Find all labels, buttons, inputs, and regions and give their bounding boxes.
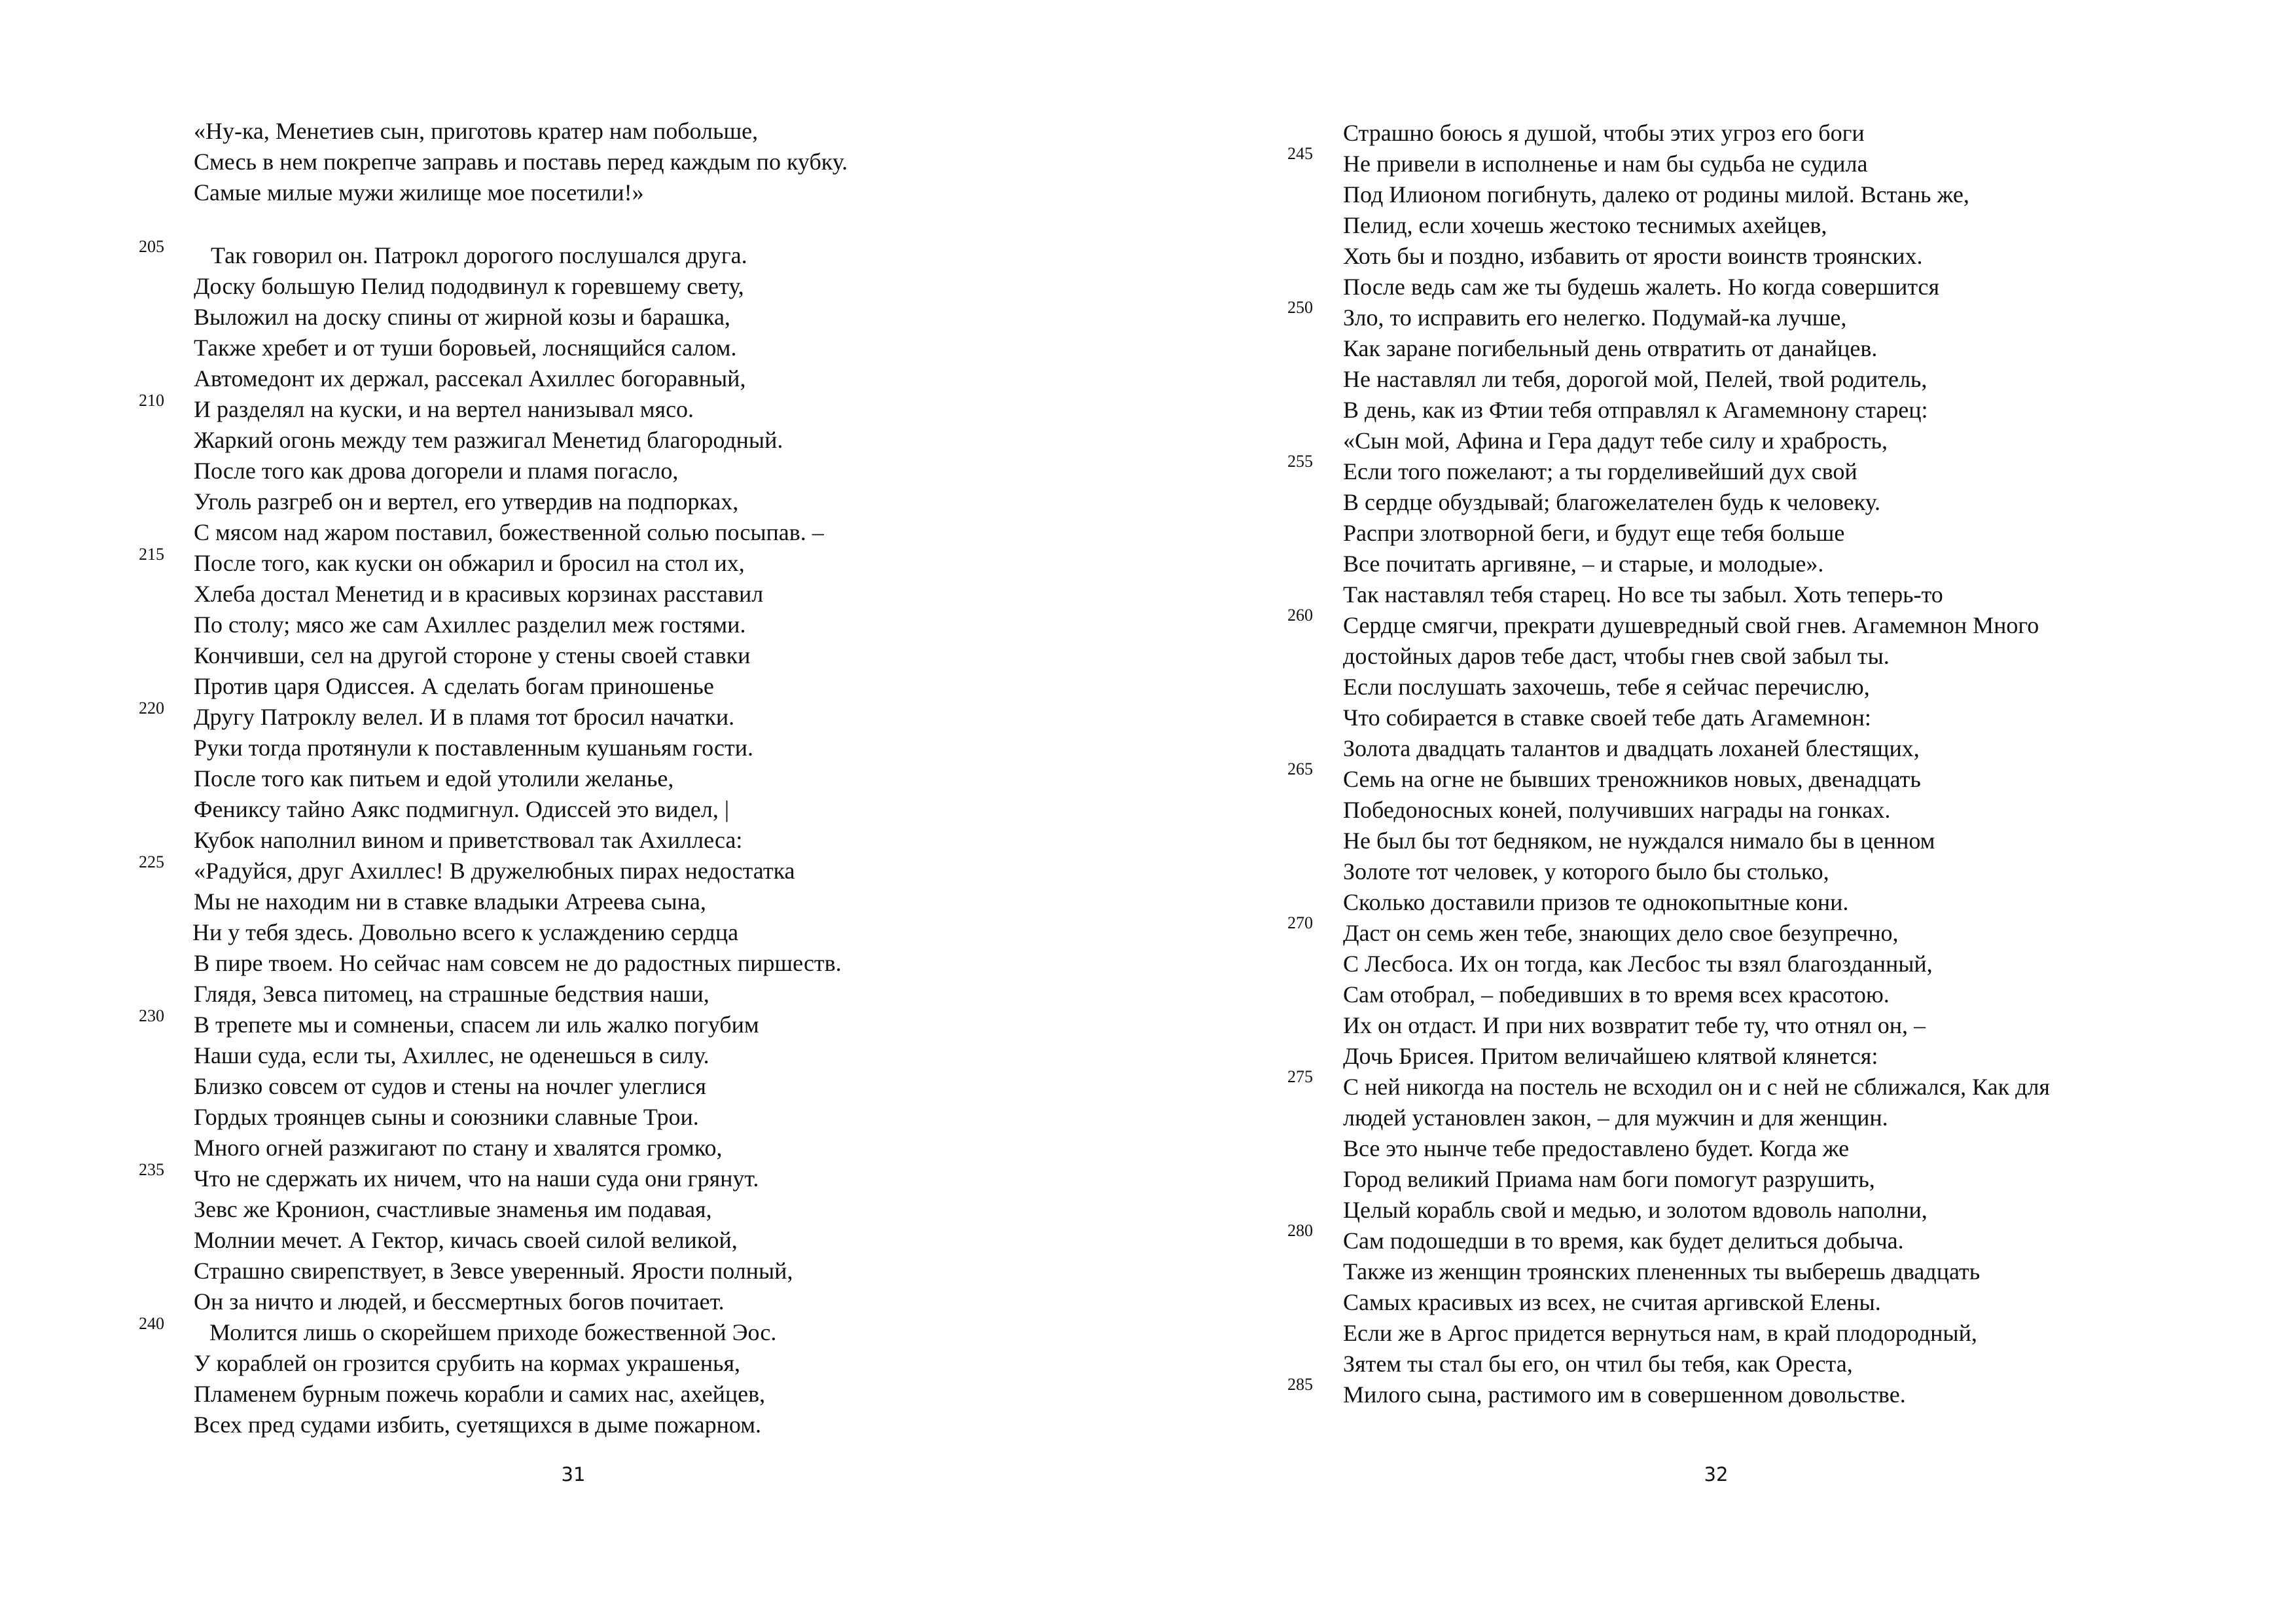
verse-line: Так наставлял тебя старец. Но все ты забыл. Хоть теперь-то: [1343, 581, 1943, 608]
verse-line: Все это нынче тебе предоставлено будет. Когда же: [1343, 1135, 1850, 1161]
verse-line: По столу; мясо же сам Ахиллес разделил меж гостями.: [194, 611, 746, 638]
verse-line: В сердце обуздывай; благожелателен будь к человеку.: [1343, 489, 1881, 515]
verse-line: «Ну-ка, Менетиев сын, приготовь кратер нам побольше,: [194, 118, 759, 144]
verse-line: У кораблей он грозится срубить на кормах украшенья,: [194, 1350, 741, 1376]
verse-line: Руки тогда протянули к поставленным кушаньям гости.: [194, 735, 754, 761]
verse-line: достойных даров тебе даст, чтобы гнев свой забыл ты.: [1343, 643, 1890, 669]
verse-line: После того, как куски он обжарил и бросил на стол их,: [194, 550, 745, 576]
verse-line: Не наставлял ли тебя, дорогой мой, Пелей, твой родитель,: [1343, 366, 1928, 392]
verse-line: Также хребет и от туши боровьей, лоснящийся салом.: [194, 335, 737, 361]
line-number: 265: [1287, 759, 1313, 778]
verse-line: Не привели в исполненье и нам бы судьба не судила: [1343, 151, 1868, 177]
line-number: 220: [139, 699, 164, 718]
verse-line: Хоть бы и поздно, избавить от ярости воинств троянских.: [1343, 243, 1923, 269]
verse-line: Наши суда, если ты, Ахиллес, не оденешься в силу.: [194, 1042, 709, 1068]
verse-line: Глядя, Зевса питомец, на страшные бедствия наши,: [194, 981, 709, 1007]
verse-line: Не был бы тот бедняком, не нуждался нимало бы в ценном: [1343, 828, 1935, 854]
verse-line: Выложил на доску спины от жирной козы и барашка,: [194, 304, 730, 330]
line-number: 285: [1287, 1375, 1313, 1394]
verse-line: После ведь сам же ты будешь жалеть. Но когда совершится: [1343, 274, 1940, 300]
verse-line: Близко совсем от судов и стены на ночлег улеглися: [194, 1073, 706, 1099]
verse-line: Если же в Аргос придется вернуться нам, в край плодородный,: [1343, 1320, 1977, 1346]
verse-line: Страшно боюсь я душой, чтобы этих угроз его боги: [1343, 120, 1865, 146]
verse-line: Ни у тебя здесь. Довольно всего к услаждению сердца: [192, 919, 739, 945]
line-number: 215: [139, 545, 164, 564]
verse-line: Пелид, если хочешь жестоко теснимых ахейцев,: [1343, 212, 1827, 238]
verse-line: Город великий Приама нам боги помогут разрушить,: [1343, 1166, 1875, 1192]
line-number: 245: [1287, 144, 1313, 163]
verse-line: Жаркий огонь между тем разжигал Менетид благородный.: [194, 427, 783, 453]
verse-line: Молится лишь о скорейшем приходе божественной Эос.: [209, 1319, 777, 1345]
verse-line: Кончивши, сел на другой стороне у стены своей ставки: [194, 642, 751, 668]
verse-line: Зятем ты стал бы его, он чтил бы тебя, как Ореста,: [1343, 1351, 1853, 1377]
verse-line: Зло, то исправить его нелегко. Подумай-ка лучше,: [1343, 304, 1847, 331]
page-number: 32: [1704, 1463, 1729, 1486]
verse-line: В трепете мы и сомненьи, спасем ли иль жалко погубим: [194, 1012, 759, 1038]
verse-line: Сам отобрал, – победивших в то время всех красотою.: [1343, 981, 1890, 1008]
line-number: 260: [1287, 606, 1313, 625]
verse-line: Все почитать аргивяне, – и старые, и молодые».: [1343, 551, 1824, 577]
verse-line: Хлеба достал Менетид и в красивых корзинах расставил: [194, 581, 764, 607]
verse-line: людей установлен закон, – для мужчин и для женщин.: [1343, 1104, 1888, 1131]
verse-line: Мы не находим ни в ставке владыки Атреева сына,: [194, 888, 706, 915]
verse-line: Всех пред судами избить, суетящихся в дыме пожарном.: [194, 1412, 761, 1438]
verse-line: Как заране погибельный день отвратить от данайцев.: [1343, 335, 1878, 361]
line-number: 280: [1287, 1221, 1313, 1240]
verse-line: Зевс же Кронион, счастливые знаменья им подавая,: [194, 1196, 712, 1222]
line-number: 230: [139, 1006, 164, 1025]
line-number: 270: [1287, 913, 1313, 932]
line-number: 235: [139, 1160, 164, 1179]
verse-line: Также из женщин троянских плененных ты выберешь двадцать: [1343, 1258, 1981, 1285]
verse-line: С Лесбоса. Их он тогда, как Лесбос ты взял благозданный,: [1343, 951, 1933, 977]
verse-line: Кубок наполнил вином и приветствовал так Ахиллеса:: [194, 827, 743, 853]
verse-line: Что собирается в ставке своей тебе дать Агамемнон:: [1343, 704, 1871, 731]
line-number: 240: [139, 1314, 164, 1333]
verse-line: Он за ничто и людей, и бессмертных богов почитает.: [194, 1288, 725, 1315]
verse-line: Против царя Одиссея. А сделать богам приношенье: [194, 673, 714, 699]
verse-line: Сколько доставили призов те однокопытные кони.: [1343, 889, 1849, 915]
verse-line: Под Илионом погибнуть, далеко от родины милой. Встань же,: [1343, 181, 1969, 208]
verse-line: Сам подошедши в то время, как будет делиться добыча.: [1343, 1228, 1904, 1254]
line-number: 255: [1287, 452, 1313, 471]
verse-line: Смесь в нем покрепче заправь и поставь перед каждым по кубку.: [194, 149, 848, 175]
verse-line: Что не сдержать их ничем, что на наши суда они грянут.: [194, 1165, 759, 1192]
verse-line: Другу Патроклу велел. И в пламя тот бросил начатки.: [194, 704, 735, 730]
verse-line: С мясом над жаром поставил, божественной солью посыпав. –: [194, 519, 824, 545]
verse-line: В пире твоем. Но сейчас нам совсем не до радостных пиршеств.: [194, 950, 842, 976]
line-number: 225: [139, 852, 164, 871]
verse-line: «Сын мой, Афина и Гера дадут тебе силу и храбрость,: [1343, 428, 1888, 454]
verse-line: «Радуйся, друг Ахиллес! В дружелюбных пирах недостатка: [194, 858, 795, 884]
verse-line: Семь на огне не бывших треножников новых, двенадцать: [1343, 766, 1921, 792]
verse-line: Милого сына, растимого им в совершенном довольстве.: [1343, 1381, 1906, 1408]
verse-line: Так говорил он. Патрокл дорогого послушался друга.: [211, 242, 747, 268]
verse-line: Доску большую Пелид пододвинул к горевшему свету,: [194, 273, 744, 299]
verse-line: Целый корабль свой и медью, и золотом вдоволь наполни,: [1343, 1197, 1928, 1223]
verse-line: Автомедонт их держал, рассекал Ахиллес богоравный,: [194, 365, 746, 392]
verse-line: Гордых троянцев сыны и союзники славные Трои.: [194, 1104, 699, 1130]
verse-line: Если того пожелают; а ты горделивейший дух свой: [1343, 458, 1857, 484]
verse-line: После того как питьем и едой утолили желанье,: [194, 765, 674, 792]
verse-line: С ней никогда на постель не всходил он и с ней не сближался, Как для: [1343, 1074, 2050, 1100]
verse-line: Золота двадцать талантов и двадцать лоханей блестящих,: [1343, 735, 1920, 761]
verse-line: Самые милые мужи жилище мое посетили!»: [194, 179, 644, 206]
verse-line: После того как дрова догорели и пламя погасло,: [194, 458, 679, 484]
right-page: [1148, 0, 2296, 1623]
verse-line: Золоте тот человек, у которого было бы столько,: [1343, 858, 1829, 884]
verse-line: Самых красивых из всех, не считая аргивской Елены.: [1343, 1289, 1881, 1315]
line-number: 250: [1287, 298, 1313, 317]
line-number: 210: [139, 391, 164, 410]
verse-line: Сердце смягчи, прекрати душевредный свой гнев. Агамемнон Много: [1343, 612, 2039, 638]
verse-line: Если послушать захочешь, тебе я сейчас перечислю,: [1343, 674, 1870, 700]
verse-line: Победоносных коней, получивших награды на гонках.: [1343, 797, 1891, 823]
verse-line: Страшно свирепствует, в Зевсе уверенный. Ярости полный,: [194, 1258, 793, 1284]
verse-line: Уголь разгреб он и вертел, его утвердив на подпорках,: [194, 488, 739, 515]
verse-line: Пламенем бурным пожечь корабли и самих нас, ахейцев,: [194, 1381, 766, 1407]
page-number: 31: [561, 1463, 586, 1486]
verse-line: Фениксу тайно Аякс подмигнул. Одиссей это видел, |: [194, 796, 730, 822]
verse-line: Даст он семь жен тебе, знающих дело свое безупречно,: [1343, 920, 1899, 946]
line-number: 205: [139, 237, 164, 256]
verse-line: И разделял на куски, и на вертел нанизывал мясо.: [194, 396, 694, 422]
verse-line: В день, как из Фтии тебя отправлял к Агамемнону старец:: [1343, 397, 1928, 423]
verse-line: Дочь Брисея. Притом величайшею клятвой клянется:: [1343, 1043, 1878, 1069]
verse-line: Много огней разжигают по стану и хвалятся громко,: [194, 1135, 723, 1161]
verse-line: Молнии мечет. А Гектор, кичась своей силой великой,: [194, 1227, 738, 1253]
verse-line: Распри злотворной беги, и будут еще тебя больше: [1343, 520, 1845, 546]
verse-line: Их он отдаст. И при них возвратит тебе ту, что отнял он, –: [1343, 1012, 1926, 1038]
line-number: 275: [1287, 1067, 1313, 1086]
